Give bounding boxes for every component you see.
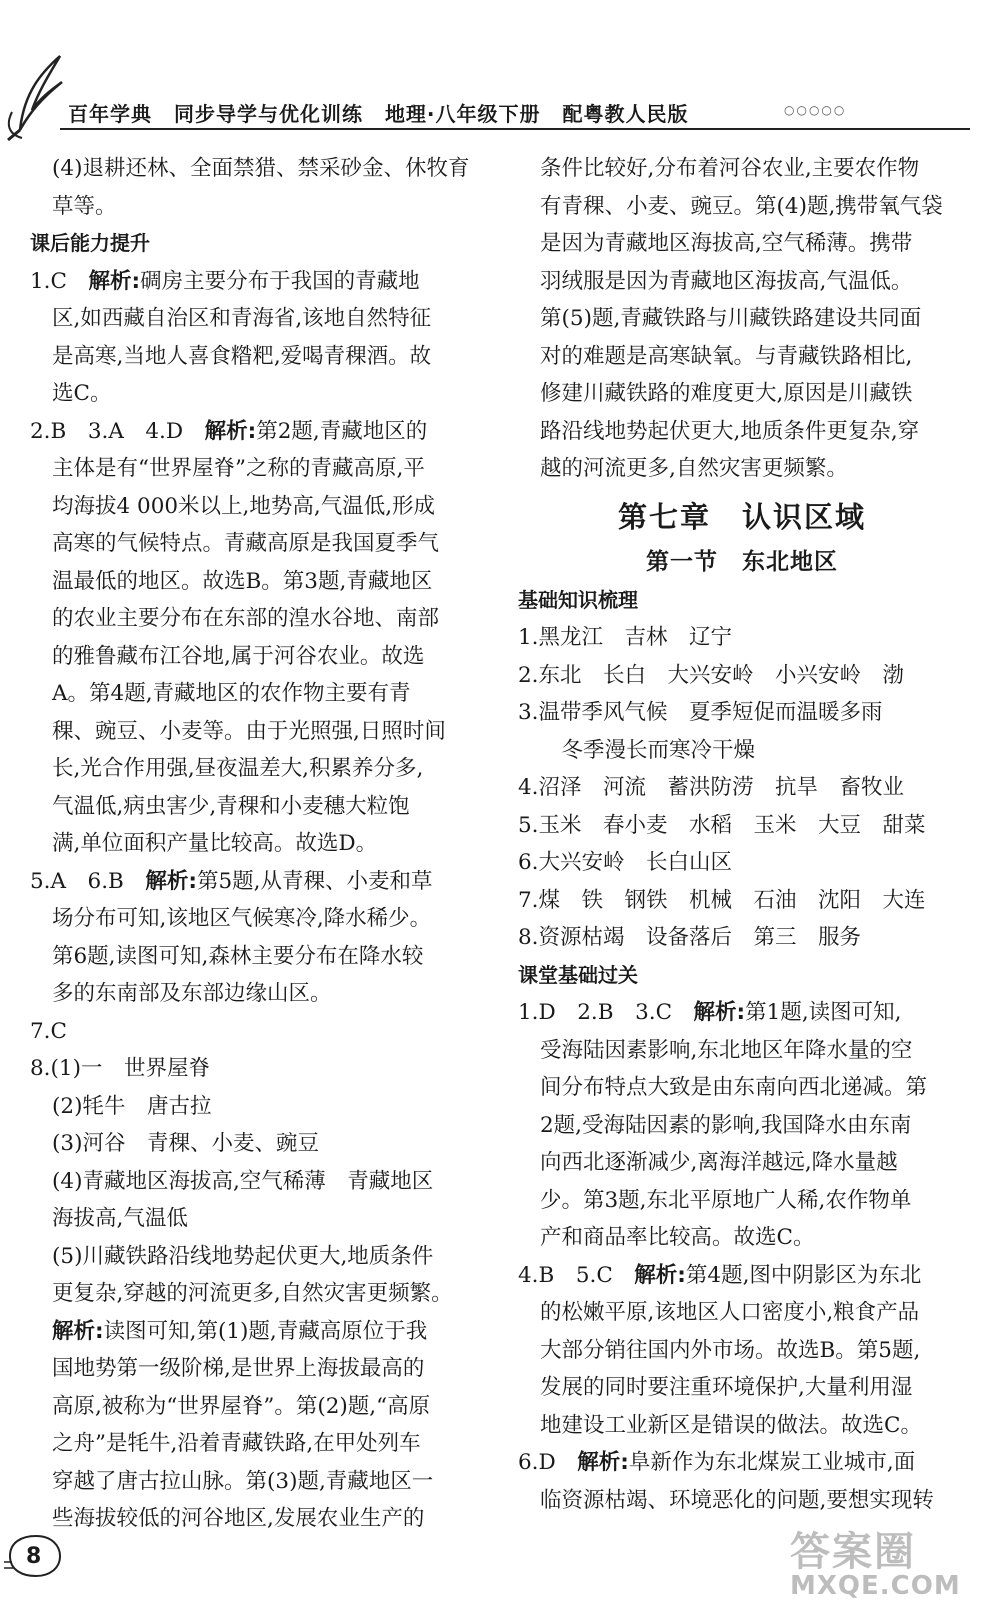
left-text-line: 1.C 解析:碉房主要分布于我国的青藏地	[30, 268, 420, 294]
right-bottom-line: 受海陆因素影响,东北地区年降水量的空	[540, 1037, 913, 1063]
header-title	[68, 98, 703, 127]
left-text-line: 5.A 6.B 解析:第5题,从青稞、小麦和草	[30, 868, 433, 894]
right-top-line: 羽绒服是因为青藏地区海拔高,气温低。	[540, 268, 913, 294]
left-text-line: 稞、豌豆、小麦等。由于光照强,日照时间	[52, 718, 446, 744]
right-top-text	[518, 150, 966, 488]
watermark	[790, 1520, 961, 1601]
watermark-line2: MXQE.COM	[790, 1571, 961, 1601]
left-text-line: 些海拔较低的河谷地区,发展农业生产的	[52, 1506, 425, 1531]
right-bottom-line: 的松嫩平原,该地区人口密度小,粮食产品	[540, 1300, 920, 1325]
left-text-line: 海拔高,气温低	[52, 1206, 188, 1231]
basics-item-line: 1.黑龙江 吉林 辽宁	[518, 625, 733, 650]
right-top-line: 修建川藏铁路的难度更大,原因是川藏铁	[540, 381, 913, 406]
left-text-line: (3)河谷 青稞、小麦、豌豆	[52, 1131, 319, 1156]
left-text-line: 满,单位面积产量比较高。故选D。	[52, 831, 378, 856]
basics-item-line: 7.煤 铁 钢铁 机械 石油 沈阳 大连	[518, 887, 926, 913]
right-top-line: 有青稞、小麦、豌豆。第(4)题,携带氧气袋	[540, 193, 943, 219]
right-bottom-line: 产和商品率比较高。故选C。	[540, 1225, 815, 1250]
left-text-line: 是高寒,当地人喜食糌粑,爱喝青稞酒。故	[52, 343, 432, 369]
left-text-line: 温最低的地区。故选B。第3题,青藏地区	[52, 568, 433, 594]
basics-item-line: 8.资源枯竭 设备落后 第三 服务	[518, 925, 862, 950]
class-heading: 课堂基础过关	[518, 962, 638, 987]
subject-grade: 地理·八年级下册	[384, 102, 541, 126]
brand-name: 百年学典	[68, 102, 152, 126]
header-divider	[60, 128, 970, 130]
right-top-line: 是因为青藏地区海拔高,空气稀薄。携带	[540, 231, 913, 256]
right-bottom-line: 少。第3题,东北平原地广人稀,农作物单	[540, 1187, 912, 1213]
basics-item-line: 2.东北 长白 大兴安岭 小兴安岭 渤	[518, 662, 905, 688]
left-text-line: 国地势第一级阶梯,是世界上海拔最高的	[52, 1356, 425, 1381]
left-text-line: 之舟”是牦牛,沿着青藏铁路,在甲处列车	[52, 1431, 421, 1456]
right-bottom-line: 向西北逐渐减少,离海洋越远,降水量越	[540, 1150, 898, 1175]
left-text-line: 长,光合作用强,昼夜温差大,积累养分多,	[52, 756, 424, 781]
right-bottom-line: 1.D 2.B 3.C 解析:第1题,读图可知,	[518, 1000, 902, 1025]
watermark-line1: 答案圈	[790, 1529, 916, 1575]
page-number: 8	[26, 1544, 42, 1569]
right-bottom-line: 大部分销往国内外市场。故选B。第5题,	[540, 1337, 921, 1363]
left-text-line: 选C。	[52, 381, 112, 406]
page-header	[0, 0, 996, 150]
right-bottom-text	[518, 994, 966, 1519]
left-text-line: 高原,被称为“世界屋脊”。第(2)题,“高原	[52, 1393, 431, 1419]
right-bottom-line: 发展的同时要注重环境保护,大量利用湿	[540, 1375, 913, 1400]
basics-list	[518, 619, 966, 957]
book-series: 同步导学与优化训练	[173, 102, 363, 126]
left-text-line: 均海拔4 000米以上,地势高,气温低,形成	[52, 493, 436, 519]
left-text-line: (4)青藏地区海拔高,空气稀薄 青藏地区	[52, 1168, 434, 1194]
basics-item-line: 5.玉米 春小麦 水稻 玉米 大豆 甜菜	[518, 812, 926, 838]
section-title: 第一节 东北地区	[646, 548, 838, 575]
left-text-line: 多的东南部及东部边缘山区。	[52, 981, 332, 1006]
left-text-line: 解析:读图可知,第(1)题,青藏高原位于我	[52, 1318, 428, 1344]
left-text-line: A。第4题,青藏地区的农作物主要有青	[52, 681, 411, 706]
left-text-line: 高寒的气候特点。青藏高原是我国夏季气	[52, 531, 440, 556]
left-text-line: 主体是有“世界屋脊”之称的青藏高原,平	[52, 456, 425, 481]
header-dots: ○○○○○	[784, 103, 847, 117]
right-top-line: 条件比较好,分布着河谷农业,主要农作物	[540, 156, 920, 181]
left-text-line: (5)川藏铁路沿线地势起伏更大,地质条件	[52, 1243, 434, 1269]
basics-item-line: 3.温带季风气候 夏季短促而温暖多雨	[518, 700, 883, 725]
left-text-line: (2)牦牛 唐古拉	[52, 1093, 212, 1119]
right-top-line: 对的难题是高寒缺氧。与青藏铁路相比,	[540, 343, 913, 369]
left-text-line: 第6题,读图可知,森林主要分布在降水较	[52, 943, 424, 969]
left-text-line: 草等。	[52, 193, 117, 219]
right-bottom-line: 4.B 5.C 解析:第4题,图中阴影区为东北	[518, 1262, 922, 1288]
chapter-title: 第七章 认识区域	[617, 499, 866, 534]
basics-item-line: 6.大兴安岭 长白山区	[518, 850, 733, 875]
left-text-line: 穿越了唐古拉山脉。第(3)题,青藏地区一	[52, 1468, 434, 1494]
basics-item-line: 冬季漫长而寒冷干燥	[540, 737, 756, 763]
right-top-line: 第(5)题,青藏铁路与川藏铁路建设共同面	[540, 306, 922, 331]
right-top-line: 越的河流更多,自然灾害更频繁。	[540, 456, 848, 481]
edition: 配粤教人民版	[562, 102, 689, 126]
left-text-line: 区,如西藏自治区和青海省,该地自然特征	[52, 306, 432, 331]
right-bottom-line: 6.D 解析:阜新作为东北煤炭工业城市,面	[518, 1450, 916, 1475]
left-text-line: 7.C	[30, 1018, 67, 1044]
basics-heading: 基础知识梳理	[518, 587, 638, 612]
left-text-line: 的雅鲁藏布江谷地,属于河谷农业。故选	[52, 643, 425, 669]
basics-item-line: 4.沼泽 河流 蓄洪防涝 抗旱 畜牧业	[518, 775, 905, 800]
right-bottom-line: 地建设工业新区是错误的做法。故选C。	[540, 1412, 922, 1438]
right-bottom-line: 2题,受海陆因素的影响,我国降水由东南	[540, 1112, 912, 1138]
right-bottom-line: 临资源枯竭、环境恶化的问题,要想实现转	[540, 1487, 934, 1513]
left-text-line: 8.(1)一 世界屋脊	[30, 1056, 210, 1081]
left-text-line: 课后能力提升	[30, 231, 150, 255]
right-top-line: 路沿线地势起伏更大,地质条件更复杂,穿	[540, 418, 920, 444]
right-column	[518, 150, 966, 1519]
left-text-line: 的农业主要分布在东部的湟水谷地、南部	[52, 606, 440, 631]
left-text-line: (4)退耕还林、全面禁猎、禁采砂金、休牧育	[52, 156, 470, 181]
left-text-line: 更复杂,穿越的河流更多,自然灾害更频繁。	[52, 1281, 453, 1306]
left-text-line: 气温低,病虫害少,青稞和小麦穗大粒饱	[52, 793, 410, 819]
left-text-line: 2.B 3.A 4.D 解析:第2题,青藏地区的	[30, 418, 428, 444]
left-column	[30, 150, 478, 1538]
left-text-line: 场分布可知,该地区气候寒冷,降水稀少。	[52, 906, 432, 931]
right-bottom-line: 间分布特点大致是由东南向西北递减。第	[540, 1075, 928, 1100]
